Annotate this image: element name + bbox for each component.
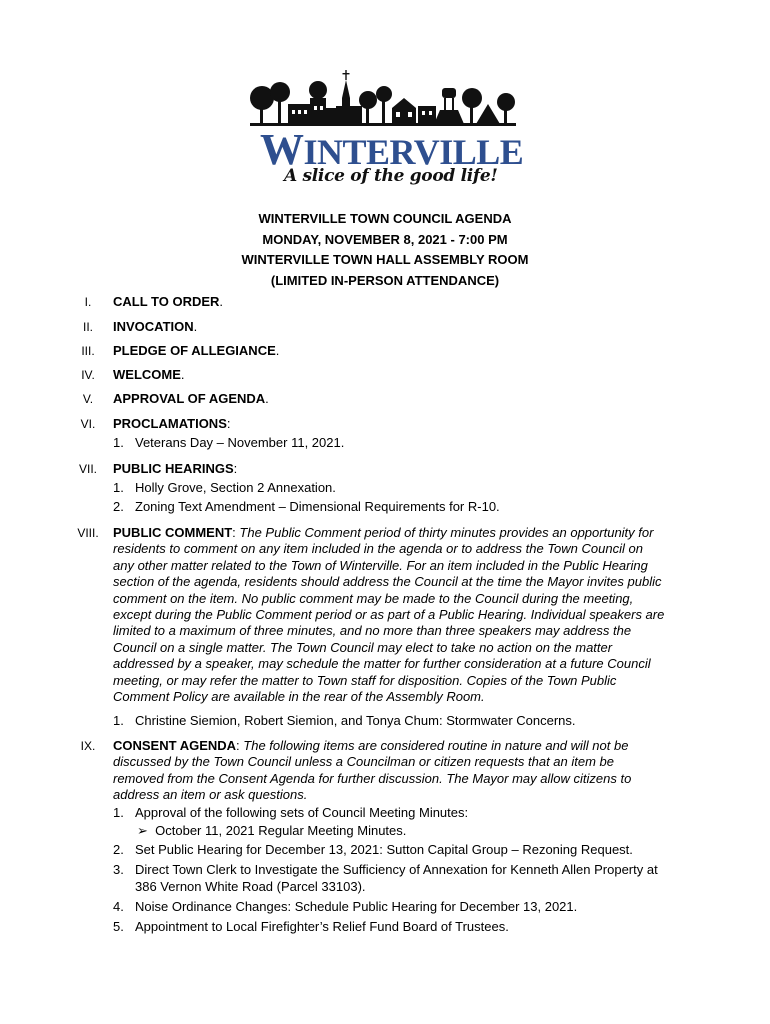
item-number: I.	[84, 295, 92, 309]
item-title: PROCLAMATIONS	[113, 416, 227, 431]
sub-item: 2. Zoning Text Amendment – Dimensional Requirements for R-10.	[113, 499, 500, 514]
header-line-title: WINTERVILLE TOWN COUNCIL AGENDA	[258, 211, 512, 226]
item-number: VI.	[80, 417, 96, 431]
sub-item: 2. Set Public Hearing for December 13, 2021: Sutton Capital Group – Rezoning Request.	[113, 842, 633, 857]
item-title: PLEDGE OF ALLEGIANCE	[113, 343, 276, 358]
agenda-page: WINTERVILLE A slice of the good life! WINTERVILLE TOWN COUNCIL AGENDA MONDAY, NOVEMBER 8, 2021 - 7:00 PM WINTERVILLE TOWN HALL ASSEMBLY ROOM (LIMITED IN-PERSON ATTENDANCE) I. CALL TO ORDER. II. INVOCATION. III. PLEDGE OF ALLEGIANCE. IV. WELCOME. V. APPROVAL OF AGENDA. VI. PROCLAMATIONS: 1. Veterans Day – November 11, 2021. VII. PUBLIC HEARINGS: 1. Holly Grove, Section 2 Annexation. 2. Zoning Text Amendment – Dimensional Requirements for R-10. VIII. PUBLIC COMMENT: The Public Comment period of thirty minutes provides an opportunity for residents to comment on any item included in the agenda or to address the Town Council on any other matter related to the Town of Winterville. For an item included in the Public Hearing section of the agenda, residents should address the Council at the time the Mayor invites public comment on the item. No public comment may be made to the Council during the meeting, except during the Public Comment period or as part of a Public Hearing. Individual speakers are limited to a maximum of three minutes, and no more than three speakers may address the Council on a single matter. The Town Council may elect to take no action on the matter addressed by a speaker, may schedule the matter for further consideration at a future Council meeting, or may refer the matter to Town staff for disposition. Copies of the Town Public Comment Policy are available in the rear of the Assembly Room. 1. Christine Siemion, Robert Siemion, and Tonya Chum: Stormwater Concerns. IX. CONSENT AGENDA: The following items are considered routine in nature and will not be discussed by the Town Council unless a Councilman or citizen requests that an item be removed from the Consent Agenda for further discussion. The Mayor may allow citizens to address an item or ask questions. 1. Approval of the following sets of Council Meeting Minutes: ➢ October 11, 2021 Regular Meeting Minutes. 2. Set Public Hearing for December 13, 2021: Sutton Capital Group – Rezoning Request. 3. Direct Town Clerk to Investigate the Sufficiency of Annexation for Kenneth Allen Property at 386 Vernon White Road (Parcel 33103). 4. Noise Ordinance Changes: Schedule Public Hearing for December 13, 2021. 5. Appointment to Local Firefighter’s Relief Fund Board of Trustees.	[0, 0, 770, 1024]
sub-item: 1. Approval of the following sets of Council Meeting Minutes:	[113, 805, 469, 820]
header-line-date: MONDAY, NOVEMBER 8, 2021 - 7:00 PM	[262, 231, 508, 247]
item-number: IX.	[80, 739, 96, 753]
sub-item: 5. Appointment to Local Firefighter’s Relief Fund Board of Trustees.	[113, 919, 509, 934]
sub-item-continuation: 386 Vernon White Road (Parcel 33103).	[135, 879, 366, 894]
sub-item: 1. Veterans Day – November 11, 2021.	[113, 435, 345, 450]
item-title: CONSENT AGENDA	[113, 738, 237, 753]
agenda-header	[0, 209, 770, 291]
item-title: INVOCATION	[113, 319, 194, 334]
item-number: II.	[82, 320, 93, 334]
arrow-bullet-icon: ➢	[137, 823, 148, 838]
item-title: APPROVAL OF AGENDA	[113, 391, 266, 406]
logo-tagline: A slice of the good life!	[284, 166, 498, 186]
item-number: VII.	[78, 462, 97, 476]
sub-item: 3. Direct Town Clerk to Investigate the Sufficiency of Annexation for Kenneth Allen Property at	[113, 862, 658, 877]
item-title: CALL TO ORDER	[113, 294, 220, 309]
item-title: WELCOME	[113, 367, 181, 382]
item-title: PUBLIC HEARINGS	[113, 461, 234, 476]
header-line-location: WINTERVILLE TOWN HALL ASSEMBLY ROOM	[241, 252, 529, 267]
sub-bullet-item: ➢ October 11, 2021 Regular Meeting Minutes.	[137, 823, 407, 838]
header-line-attendance: (LIMITED IN-PERSON ATTENDANCE)	[270, 272, 500, 288]
sub-item: 1. Christine Siemion, Robert Siemion, and Tonya Chum: Stormwater Concerns.	[113, 713, 576, 728]
item-title: PUBLIC COMMENT	[113, 525, 233, 540]
winterville-logo	[244, 68, 524, 190]
item-number: V.	[82, 392, 94, 406]
item-number: VIII.	[77, 526, 99, 540]
sub-item: 4. Noise Ordinance Changes: Schedule Public Hearing for December 13, 2021.	[113, 899, 578, 914]
logo-wordmark: WINTERVILLE	[260, 125, 524, 174]
item-number: IV.	[81, 368, 95, 382]
sub-item: 1. Holly Grove, Section 2 Annexation.	[113, 480, 336, 495]
item-number: III.	[81, 344, 95, 358]
